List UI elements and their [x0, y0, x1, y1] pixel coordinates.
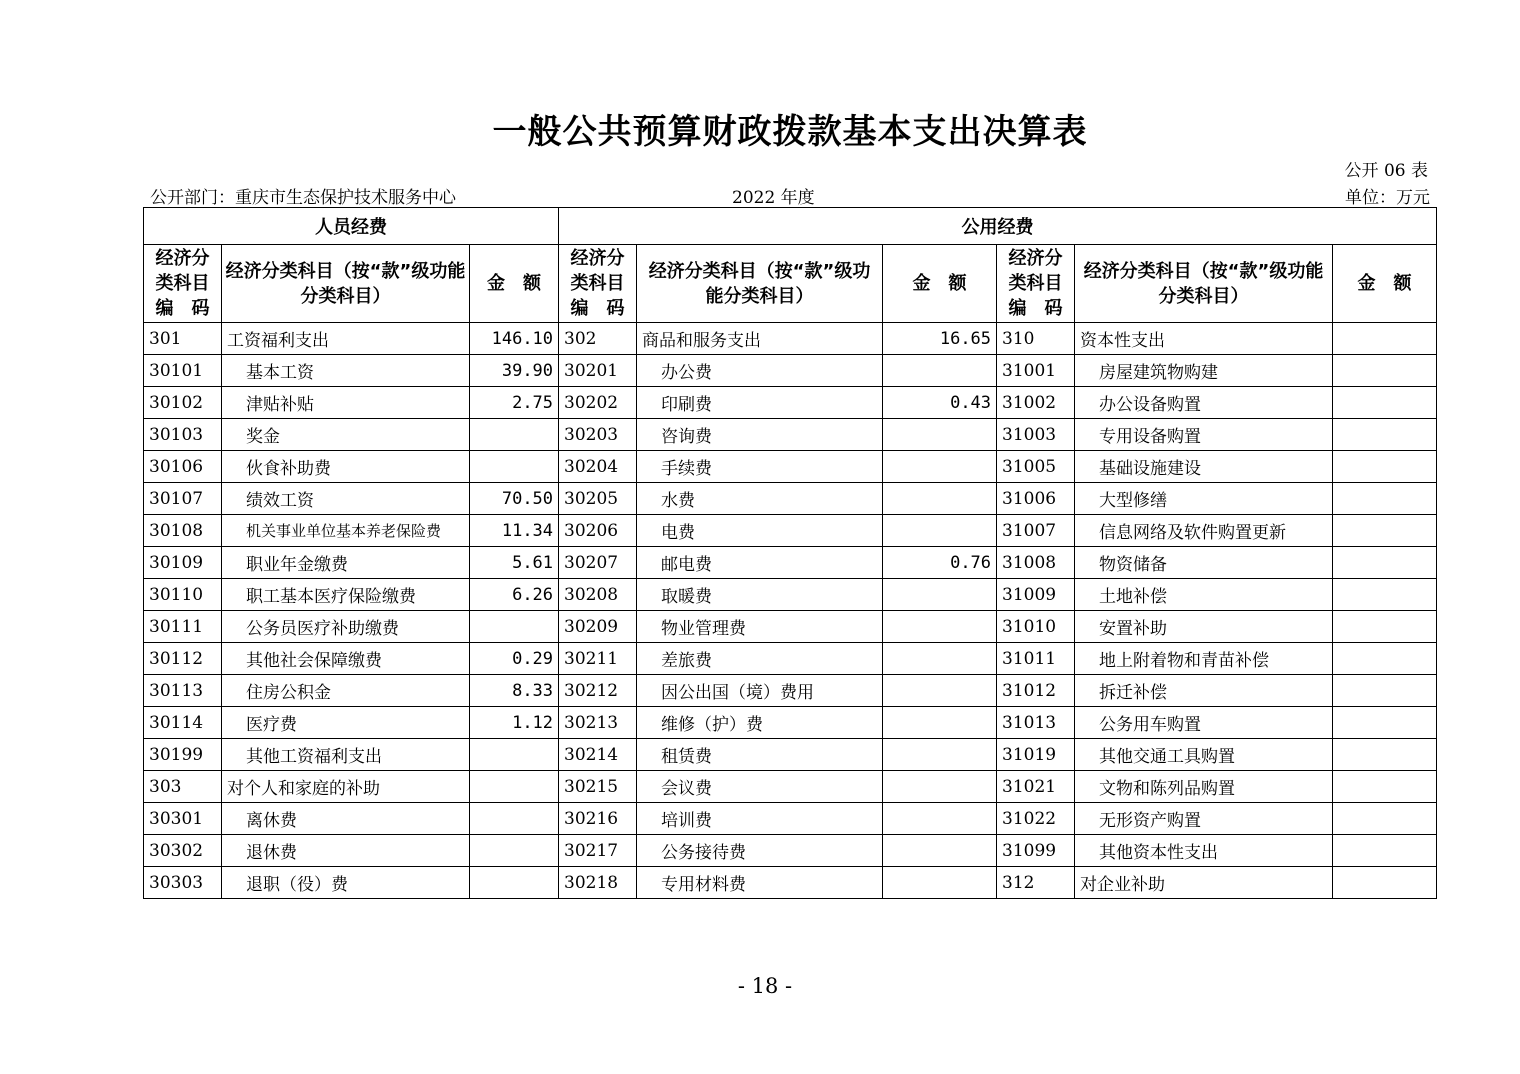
code-cell: 31006	[997, 483, 1075, 515]
category-name-cell: 无形资产购置	[1075, 803, 1333, 835]
group-public: 公用经费	[559, 208, 1437, 245]
amount-cell	[1333, 323, 1437, 355]
category-name-cell: 大型修缮	[1075, 483, 1333, 515]
category-name-cell: 物资储备	[1075, 547, 1333, 579]
code-cell: 303	[144, 771, 222, 803]
code-cell: 30202	[559, 387, 637, 419]
group-header-row	[144, 208, 1437, 245]
category-name-cell: 其他交通工具购置	[1075, 739, 1333, 771]
amount-cell: 146.10	[470, 323, 559, 355]
amount-cell	[1333, 515, 1437, 547]
header-amount: 金 额	[883, 245, 997, 323]
table-row	[144, 611, 1437, 643]
category-name-cell: 退休费	[222, 835, 470, 867]
amount-cell	[1333, 419, 1437, 451]
header-amount: 金 额	[470, 245, 559, 323]
code-cell: 30114	[144, 707, 222, 739]
category-name-cell: 公务员医疗补助缴费	[222, 611, 470, 643]
amount-cell	[1333, 579, 1437, 611]
table-row	[144, 771, 1437, 803]
amount-cell	[883, 835, 997, 867]
amount-cell	[470, 771, 559, 803]
category-name-cell: 机关事业单位基本养老保险费	[222, 515, 470, 547]
code-cell: 31008	[997, 547, 1075, 579]
amount-cell	[470, 419, 559, 451]
code-cell: 31012	[997, 675, 1075, 707]
category-name-cell: 水费	[637, 483, 883, 515]
header-name: 经济分类科目（按“款”级功能分类科目）	[222, 245, 470, 323]
code-cell: 31019	[997, 739, 1075, 771]
category-name-cell: 公务用车购置	[1075, 707, 1333, 739]
amount-cell	[470, 611, 559, 643]
category-name-cell: 公务接待费	[637, 835, 883, 867]
amount-cell	[1333, 483, 1437, 515]
code-cell: 30213	[559, 707, 637, 739]
category-name-cell: 维修（护）费	[637, 707, 883, 739]
table-row	[144, 483, 1437, 515]
expenditure-table	[143, 207, 1437, 899]
header-code: 经济分类科目编 码	[144, 245, 222, 323]
code-cell: 30203	[559, 419, 637, 451]
category-name-cell: 房屋建筑物购建	[1075, 355, 1333, 387]
amount-cell: 11.34	[470, 515, 559, 547]
category-name-cell: 办公费	[637, 355, 883, 387]
code-cell: 30212	[559, 675, 637, 707]
amount-cell	[1333, 611, 1437, 643]
category-name-cell: 租赁费	[637, 739, 883, 771]
amount-cell	[470, 739, 559, 771]
category-name-cell: 培训费	[637, 803, 883, 835]
code-cell: 30113	[144, 675, 222, 707]
code-cell: 30199	[144, 739, 222, 771]
form-number: 公开 06 表	[1344, 161, 1428, 181]
category-name-cell: 物业管理费	[637, 611, 883, 643]
table-row	[144, 579, 1437, 611]
header-amount: 金 额	[1333, 245, 1437, 323]
header-name: 经济分类科目（按“款”级功能分类科目）	[637, 245, 883, 323]
code-cell: 30109	[144, 547, 222, 579]
amount-cell: 16.65	[883, 323, 997, 355]
category-name-cell: 伙食补助费	[222, 451, 470, 483]
amount-cell	[1333, 675, 1437, 707]
code-cell: 31022	[997, 803, 1075, 835]
table-row	[144, 387, 1437, 419]
category-name-cell: 拆迁补偿	[1075, 675, 1333, 707]
amount-cell	[883, 739, 997, 771]
amount-cell	[883, 867, 997, 899]
amount-cell: 0.76	[883, 547, 997, 579]
amount-cell	[1333, 835, 1437, 867]
category-name-cell: 办公设备购置	[1075, 387, 1333, 419]
code-cell: 312	[997, 867, 1075, 899]
category-name-cell: 商品和服务支出	[637, 323, 883, 355]
category-name-cell: 退职（役）费	[222, 867, 470, 899]
amount-cell	[883, 675, 997, 707]
amount-cell: 0.29	[470, 643, 559, 675]
category-name-cell: 工资福利支出	[222, 323, 470, 355]
amount-cell	[1333, 387, 1437, 419]
code-cell: 30216	[559, 803, 637, 835]
code-cell: 30201	[559, 355, 637, 387]
header-code: 经济分类科目编 码	[559, 245, 637, 323]
amount-cell	[883, 579, 997, 611]
table-row	[144, 323, 1437, 355]
table-row	[144, 419, 1437, 451]
code-cell: 30217	[559, 835, 637, 867]
category-name-cell: 基础设施建设	[1075, 451, 1333, 483]
table-row	[144, 867, 1437, 899]
category-name-cell: 医疗费	[222, 707, 470, 739]
category-name-cell: 绩效工资	[222, 483, 470, 515]
code-cell: 30215	[559, 771, 637, 803]
category-name-cell: 文物和陈列品购置	[1075, 771, 1333, 803]
code-cell: 30206	[559, 515, 637, 547]
code-cell: 30110	[144, 579, 222, 611]
department-label: 公开部门：重庆市生态保护技术服务中心	[150, 188, 456, 208]
code-cell: 30205	[559, 483, 637, 515]
table-row	[144, 835, 1437, 867]
amount-cell	[1333, 643, 1437, 675]
amount-cell	[883, 419, 997, 451]
amount-cell	[883, 611, 997, 643]
code-cell: 30102	[144, 387, 222, 419]
category-name-cell: 土地补偿	[1075, 579, 1333, 611]
code-cell: 30209	[559, 611, 637, 643]
code-cell: 31005	[997, 451, 1075, 483]
category-name-cell: 对企业补助	[1075, 867, 1333, 899]
category-name-cell: 会议费	[637, 771, 883, 803]
code-cell: 31001	[997, 355, 1075, 387]
category-name-cell: 离休费	[222, 803, 470, 835]
amount-cell	[1333, 547, 1437, 579]
code-cell: 310	[997, 323, 1075, 355]
code-cell: 30111	[144, 611, 222, 643]
amount-cell	[883, 803, 997, 835]
amount-cell	[1333, 739, 1437, 771]
code-cell: 30211	[559, 643, 637, 675]
code-cell: 30106	[144, 451, 222, 483]
category-name-cell: 手续费	[637, 451, 883, 483]
table-row	[144, 803, 1437, 835]
amount-cell	[883, 771, 997, 803]
code-cell: 31013	[997, 707, 1075, 739]
category-name-cell: 差旅费	[637, 643, 883, 675]
code-cell: 31021	[997, 771, 1075, 803]
page-title: 一般公共预算财政拨款基本支出决算表	[492, 112, 1088, 152]
code-cell: 30107	[144, 483, 222, 515]
table-row	[144, 547, 1437, 579]
code-cell: 31002	[997, 387, 1075, 419]
table-row	[144, 451, 1437, 483]
amount-cell	[1333, 707, 1437, 739]
amount-cell	[470, 835, 559, 867]
page-number: - 18 -	[737, 974, 793, 998]
category-name-cell: 对个人和家庭的补助	[222, 771, 470, 803]
category-name-cell: 其他工资福利支出	[222, 739, 470, 771]
category-name-cell: 专用材料费	[637, 867, 883, 899]
header-name: 经济分类科目（按“款”级功能分类科目）	[1075, 245, 1333, 323]
code-cell: 301	[144, 323, 222, 355]
code-cell: 30103	[144, 419, 222, 451]
code-cell: 31007	[997, 515, 1075, 547]
category-name-cell: 地上附着物和青苗补偿	[1075, 643, 1333, 675]
group-personnel: 人员经费	[144, 208, 559, 245]
category-name-cell: 安置补助	[1075, 611, 1333, 643]
category-name-cell: 咨询费	[637, 419, 883, 451]
category-name-cell: 取暖费	[637, 579, 883, 611]
amount-cell	[470, 867, 559, 899]
category-name-cell: 其他社会保障缴费	[222, 643, 470, 675]
category-name-cell: 邮电费	[637, 547, 883, 579]
code-cell: 30204	[559, 451, 637, 483]
category-name-cell: 专用设备购置	[1075, 419, 1333, 451]
code-cell: 30108	[144, 515, 222, 547]
amount-cell: 0.43	[883, 387, 997, 419]
code-cell: 30207	[559, 547, 637, 579]
code-cell: 30302	[144, 835, 222, 867]
amount-cell: 5.61	[470, 547, 559, 579]
table-row	[144, 707, 1437, 739]
code-cell: 31009	[997, 579, 1075, 611]
category-name-cell: 电费	[637, 515, 883, 547]
amount-cell: 8.33	[470, 675, 559, 707]
table-row	[144, 739, 1437, 771]
code-cell: 30101	[144, 355, 222, 387]
amount-cell	[883, 643, 997, 675]
category-name-cell: 津贴补贴	[222, 387, 470, 419]
category-name-cell: 基本工资	[222, 355, 470, 387]
code-cell: 30301	[144, 803, 222, 835]
fiscal-year: 2022 年度	[732, 188, 815, 208]
amount-cell: 6.26	[470, 579, 559, 611]
code-cell: 302	[559, 323, 637, 355]
amount-cell: 70.50	[470, 483, 559, 515]
amount-cell: 2.75	[470, 387, 559, 419]
header-code: 经济分类科目编 码	[997, 245, 1075, 323]
amount-cell	[470, 803, 559, 835]
code-cell: 30208	[559, 579, 637, 611]
code-cell: 30112	[144, 643, 222, 675]
code-cell: 31003	[997, 419, 1075, 451]
category-name-cell: 其他资本性支出	[1075, 835, 1333, 867]
category-name-cell: 职工基本医疗保险缴费	[222, 579, 470, 611]
amount-cell	[1333, 771, 1437, 803]
category-name-cell: 奖金	[222, 419, 470, 451]
unit-label: 单位：万元	[1345, 188, 1430, 208]
category-name-cell: 印刷费	[637, 387, 883, 419]
table-row	[144, 515, 1437, 547]
amount-cell	[883, 451, 997, 483]
code-cell: 30218	[559, 867, 637, 899]
amount-cell	[883, 483, 997, 515]
category-name-cell: 信息网络及软件购置更新	[1075, 515, 1333, 547]
amount-cell	[883, 515, 997, 547]
amount-cell	[1333, 867, 1437, 899]
code-cell: 30214	[559, 739, 637, 771]
amount-cell: 1.12	[470, 707, 559, 739]
amount-cell	[1333, 803, 1437, 835]
amount-cell	[1333, 451, 1437, 483]
amount-cell	[470, 451, 559, 483]
amount-cell	[883, 355, 997, 387]
code-cell: 30303	[144, 867, 222, 899]
category-name-cell: 资本性支出	[1075, 323, 1333, 355]
category-name-cell: 住房公积金	[222, 675, 470, 707]
amount-cell: 39.90	[470, 355, 559, 387]
code-cell: 31099	[997, 835, 1075, 867]
table-row	[144, 643, 1437, 675]
amount-cell	[1333, 355, 1437, 387]
code-cell: 31011	[997, 643, 1075, 675]
category-name-cell: 职业年金缴费	[222, 547, 470, 579]
code-cell: 31010	[997, 611, 1075, 643]
table-row	[144, 675, 1437, 707]
column-header-row	[144, 245, 1437, 323]
category-name-cell: 因公出国（境）费用	[637, 675, 883, 707]
amount-cell	[883, 707, 997, 739]
table-row	[144, 355, 1437, 387]
